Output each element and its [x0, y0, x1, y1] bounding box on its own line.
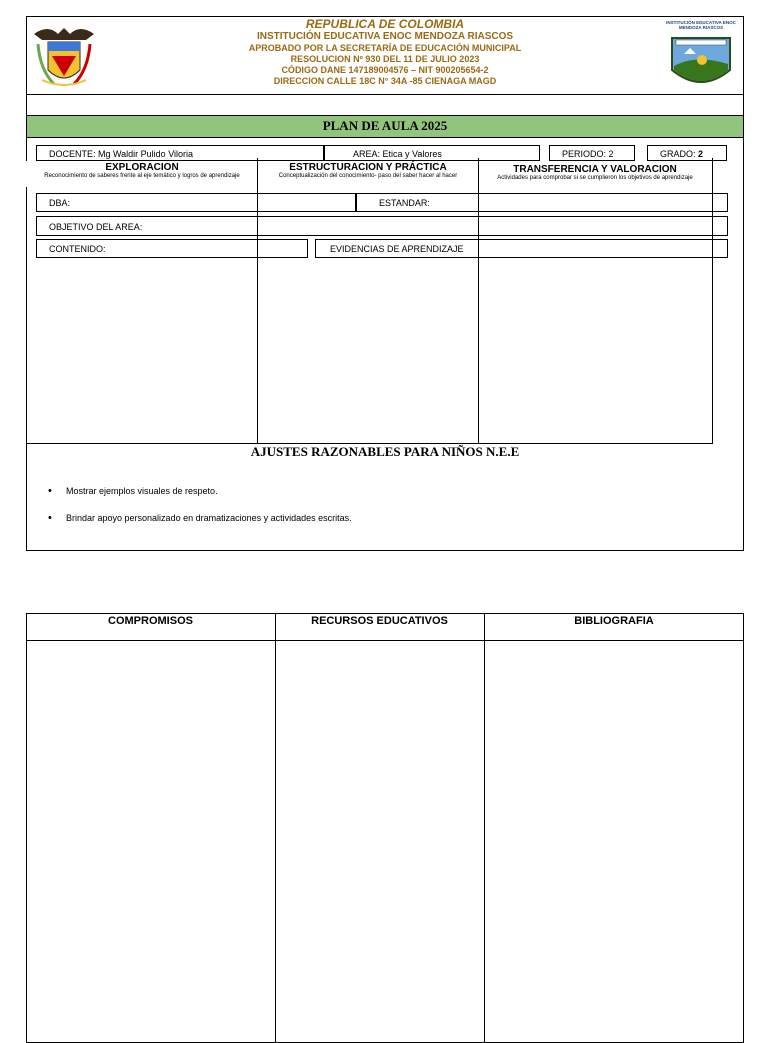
header-line-dane: CÓDIGO DANE 147189004576 – NIT 900205654-2 [281, 65, 489, 75]
column-divider [484, 613, 485, 1043]
column-exploracion [26, 162, 258, 179]
column-subtitle: Actividades para comprobar si se cumplieron los objetivos de aprendizaje [497, 175, 693, 181]
area-field: AREA: Etica y Valores [324, 145, 540, 161]
list-item: • Mostrar ejemplos visuales de respeto. [48, 486, 708, 496]
objetivo-field: OBJETIVO DEL AREA: [36, 216, 728, 236]
columns-header [26, 161, 712, 187]
table-header-divider [26, 640, 744, 641]
plan-title: PLAN DE AULA 2025 [26, 115, 744, 138]
school-logo-text: INSTITUCIÓN EDUCATIVA ENOC MENDOZA RIASCOS [666, 20, 736, 30]
column-divider [275, 613, 276, 1043]
header-divider [26, 94, 744, 95]
header-line-approval: APROBADO POR LA SECRETARÍA DE EDUCACIÓN MUNICIPAL [248, 43, 522, 53]
header-line-school: INSTITUCIÓN EDUCATIVA ENOC MENDOZA RIASCOS [256, 31, 514, 42]
school-logo [666, 20, 736, 92]
header-compromisos: COMPROMISOS [108, 615, 193, 627]
commitments-table [26, 613, 744, 1043]
docente-field: DOCENTE: Mg Waldir Pulido Viloria [36, 145, 324, 161]
column-divider [712, 158, 713, 188]
header-recursos: RECURSOS EDUCATIVOS [311, 615, 448, 627]
evidencias-field: EVIDENCIAS DE APRENDIZAJE [315, 239, 728, 258]
grado-value: 2 [698, 149, 704, 159]
column-transferencia [478, 164, 712, 181]
column-title: ESTRUCTURACION Y PRÁCTICA [289, 162, 447, 173]
grado-label: GRADO: [660, 149, 699, 159]
periodo-field: PERIODO: 2 [549, 145, 635, 161]
institution-header [170, 18, 600, 87]
coat-of-arms-icon [30, 20, 98, 92]
header-bibliografia: BIBLIOGRAFIA [574, 615, 654, 627]
header-line-resolution: RESOLUCION Nº 930 DEL 11 DE JULIO 2023 [290, 54, 480, 64]
list-item: • Brindar apoyo personalizado en dramatizaciones y actividades escritas. [48, 513, 708, 523]
column-title: TRANSFERENCIA Y VALORACION [513, 164, 677, 175]
dba-field: DBA: [36, 193, 356, 212]
column-subtitle: Reconocimiento de saberes frente al eje temático y logros de aprendizaje [44, 173, 240, 179]
ajustes-list [48, 486, 708, 540]
contenido-field: CONTENIDO: [36, 239, 308, 258]
ajustes-title: AJUSTES RAZONABLES PARA NIÑOS N.E.E [250, 444, 520, 459]
estandar-field: ESTANDAR: [356, 193, 728, 212]
header-line-address: DIRECCION CALLE 18C N° 34A -85 CIENAGA MAGD [273, 76, 497, 86]
column-title: EXPLORACION [105, 162, 179, 173]
column-subtitle: Conceptualización del conocimiento- paso del saber hacer al hacer [278, 173, 458, 179]
header-line-country: REPUBLICA DE COLOMBIA [305, 17, 465, 31]
grado-field [647, 145, 727, 161]
column-estructuracion [258, 162, 478, 179]
